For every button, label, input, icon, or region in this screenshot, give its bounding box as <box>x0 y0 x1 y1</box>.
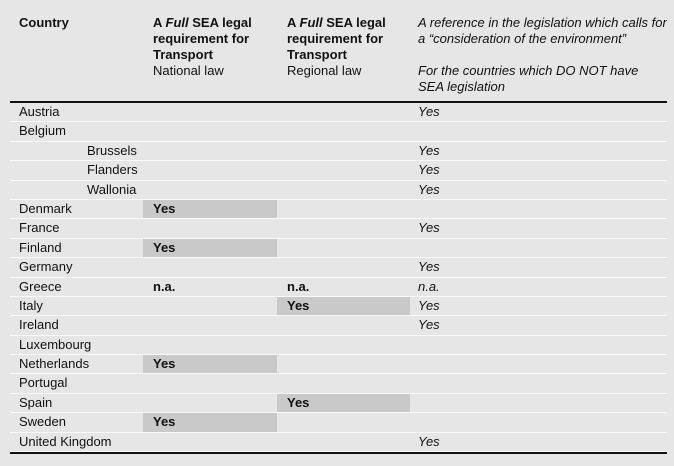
regional-cell <box>277 316 410 334</box>
national-cell <box>143 394 277 412</box>
table-row <box>10 297 667 316</box>
table-row <box>10 316 667 335</box>
regional-cell <box>277 355 410 373</box>
national-cell <box>143 336 277 354</box>
country-cell: Denmark <box>19 200 72 216</box>
header-regional: A Full SEA legal requirement for Transport Regional law <box>277 6 410 101</box>
table-body <box>10 103 667 452</box>
regional-cell <box>277 142 410 160</box>
table-row <box>10 258 667 277</box>
national-cell <box>143 122 277 140</box>
country-cell: Finland <box>19 239 62 255</box>
table-row <box>10 433 667 452</box>
country-cell: Austria <box>19 104 60 119</box>
table-row <box>10 122 667 141</box>
reference-cell: Yes <box>418 297 440 313</box>
table-header <box>10 6 667 103</box>
country-cell: Luxembourg <box>19 336 92 352</box>
header-country: Country <box>19 15 69 30</box>
reference-cell <box>410 413 667 431</box>
reference-cell: Yes <box>418 433 440 449</box>
national-cell: Yes <box>143 200 277 218</box>
country-cell: Greece <box>19 278 62 294</box>
country-cell: United Kingdom <box>19 433 112 449</box>
table-row <box>10 394 667 413</box>
national-cell <box>143 219 277 237</box>
table-row <box>10 336 667 355</box>
country-cell: France <box>19 220 60 236</box>
reference-cell <box>410 336 667 354</box>
country-cell: Wallonia <box>87 181 137 197</box>
reference-cell: Yes <box>418 162 440 178</box>
national-cell <box>143 297 277 315</box>
reference-cell <box>410 394 667 412</box>
regional-cell <box>277 258 410 276</box>
regional-cell <box>277 336 410 354</box>
country-cell: Brussels <box>87 142 137 158</box>
regional-cell <box>277 122 410 140</box>
regional-cell <box>277 433 410 451</box>
header-regional-sub: Regional law <box>287 63 362 78</box>
table-row <box>10 355 667 374</box>
regional-cell <box>277 161 410 179</box>
regional-cell <box>277 413 410 431</box>
regional-cell <box>277 181 410 199</box>
reference-cell <box>410 355 667 373</box>
country-cell: Belgium <box>19 123 66 139</box>
national-cell: n.a. <box>153 278 176 294</box>
bottom-rule <box>10 452 667 454</box>
regional-cell <box>277 219 410 237</box>
regional-cell <box>277 239 410 257</box>
table-row <box>10 239 667 258</box>
reference-cell <box>410 122 667 140</box>
header-national-sub: National law <box>153 63 224 78</box>
country-cell: Sweden <box>19 414 66 430</box>
reference-cell <box>410 374 667 392</box>
national-cell <box>143 181 277 199</box>
header-national: A Full SEA legal requirement for Transport National law <box>143 6 277 101</box>
national-cell <box>143 316 277 334</box>
national-cell <box>143 433 277 451</box>
header-reference: A reference in the legislation which calls for a “consideration of the environment” For the countries which DO NOT have SEA legislation <box>418 15 667 94</box>
national-cell <box>143 103 277 121</box>
table-row <box>10 278 667 297</box>
table-row <box>10 181 667 200</box>
country-cell: Ireland <box>19 317 59 333</box>
national-cell <box>143 374 277 392</box>
table-row <box>10 161 667 180</box>
national-cell: Yes <box>143 413 277 431</box>
country-cell: Portugal <box>19 375 68 391</box>
reference-cell: Yes <box>418 104 440 119</box>
reference-cell <box>410 200 667 218</box>
national-cell <box>143 161 277 179</box>
national-cell <box>143 258 277 276</box>
regional-cell: Yes <box>277 297 410 315</box>
reference-cell: Yes <box>418 181 440 197</box>
table-row <box>10 374 667 393</box>
country-cell: Germany <box>19 259 73 275</box>
national-cell: Yes <box>143 239 277 257</box>
regional-cell <box>277 200 410 218</box>
regional-cell: n.a. <box>287 278 310 294</box>
sea-legislation-table <box>10 6 667 454</box>
national-cell: Yes <box>143 355 277 373</box>
reference-cell: Yes <box>418 317 440 333</box>
reference-cell <box>410 239 667 257</box>
country-cell: Netherlands <box>19 356 90 372</box>
reference-cell: Yes <box>418 220 440 236</box>
country-cell: Spain <box>19 394 53 410</box>
table-row <box>10 413 667 432</box>
table-row <box>10 103 667 122</box>
reference-cell: Yes <box>418 142 440 158</box>
reference-cell: Yes <box>418 259 440 275</box>
table-row <box>10 142 667 161</box>
table-row <box>10 219 667 238</box>
regional-cell <box>277 103 410 121</box>
regional-cell: Yes <box>277 394 410 412</box>
national-cell <box>143 142 277 160</box>
table-row <box>10 200 667 219</box>
country-cell: Italy <box>19 297 43 313</box>
regional-cell <box>277 374 410 392</box>
reference-cell: n.a. <box>418 278 440 294</box>
country-cell: Flanders <box>87 162 138 178</box>
